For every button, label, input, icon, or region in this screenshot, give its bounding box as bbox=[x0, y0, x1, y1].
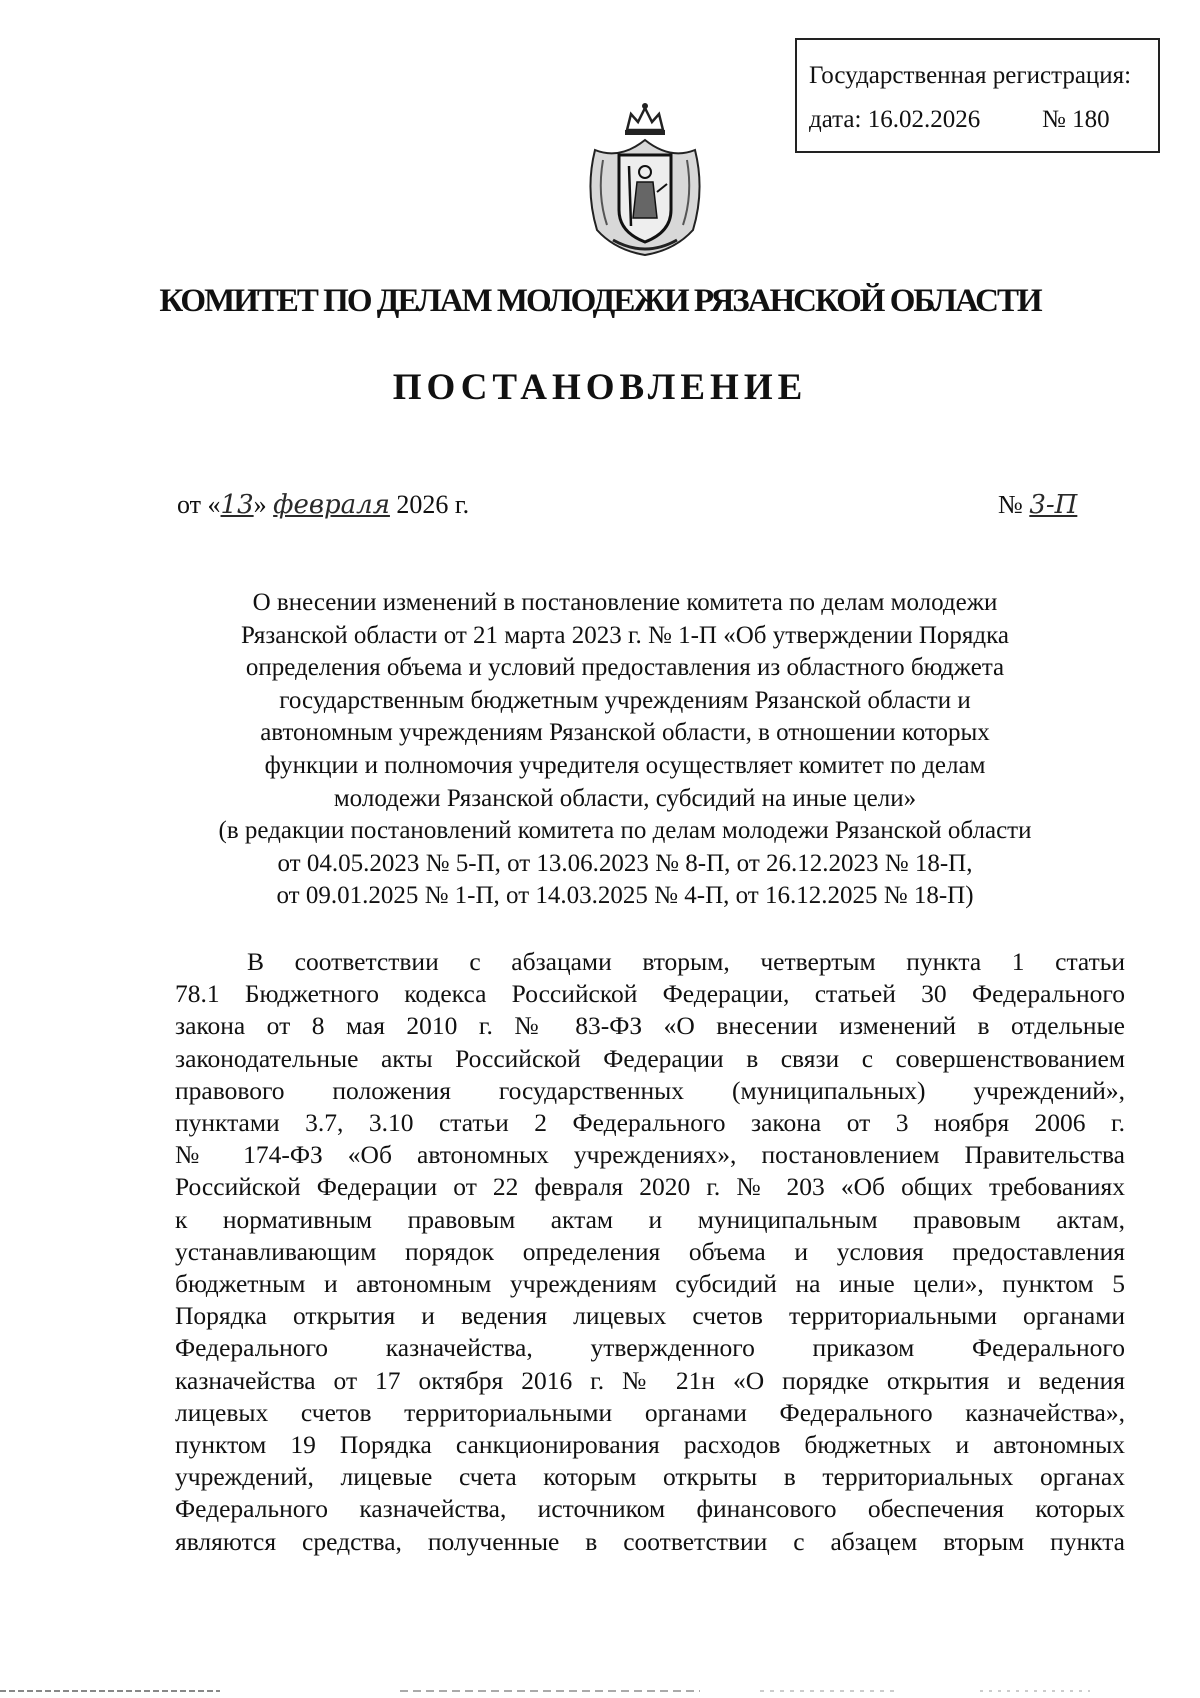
body-line: Российской Федерации от 22 февраля 2020 г. № 203 «Об общих требованиях bbox=[175, 1172, 1125, 1202]
registration-number: № 180 bbox=[1042, 106, 1110, 133]
number-prefix: № bbox=[998, 490, 1030, 519]
body-line: пунктами 3.7, 3.10 статьи 2 Федерального закона от 3 ноября 2006 г. bbox=[175, 1108, 1125, 1138]
committee-name: КОМИТЕТ ПО ДЕЛАМ МОЛОДЕЖИ РЯЗАНСКОЙ ОБЛАСТИ bbox=[159, 283, 1041, 319]
body-line: законодательные акты Российской Федерации в связи с совершенствованием bbox=[175, 1043, 1125, 1073]
date-prefix: от « bbox=[177, 490, 221, 519]
body-line: закона от 8 мая 2010 г. № 83-ФЗ «О внесении изменений в отдельные bbox=[175, 1011, 1125, 1041]
registration-date: дата: 16.02.2026 bbox=[809, 106, 981, 133]
body-line: правового положения государственных (муниципальных) учреждений», bbox=[175, 1075, 1125, 1105]
title-line: Рязанской области от 21 марта 2023 г. № 1-П «Об утверждении Порядка bbox=[240, 621, 1010, 649]
date-month-handwritten: февраля bbox=[273, 490, 390, 520]
body-line: Федерального казначейства, источником финансового обеспечения которых bbox=[175, 1494, 1125, 1524]
registration-title: Государственная регистрация: bbox=[809, 62, 1132, 89]
title-line: от 09.01.2025 № 1-П, от 14.03.2025 № 4-П, от 16.12.2025 № 18-П) bbox=[276, 882, 974, 910]
body-line: пунктом 19 Порядка санкционирования расходов бюджетных и автономных bbox=[175, 1430, 1125, 1460]
body-line: Порядка открытия и ведения лицевых счетов территориальными органами bbox=[175, 1301, 1125, 1331]
document-number bbox=[998, 490, 1077, 520]
body-line: учреждений, лицевые счета которым открыты в территориальных органах bbox=[175, 1462, 1125, 1492]
body-line: казначейства от 17 октября 2016 г. № 21н «О порядке открытия и ведения bbox=[175, 1365, 1125, 1395]
title-line: автономным учреждениям Рязанской области, в отношении которых bbox=[260, 719, 990, 747]
title-line: государственным бюджетным учреждениям Рязанской области и bbox=[279, 686, 971, 714]
body-line: устанавливающим порядок определения объема и условия предоставления bbox=[175, 1236, 1125, 1266]
number-handwritten: 3-П bbox=[1029, 490, 1078, 520]
document-type: ПОСТАНОВЛЕНИЕ bbox=[392, 367, 808, 408]
title-line: (в редакции постановлений комитета по делам молодежи Рязанской области bbox=[218, 817, 1032, 845]
body-line: 78.1 Бюджетного кодекса Российской Федерации, статьей 30 Федерального bbox=[175, 979, 1125, 1009]
title-line: молодежи Рязанской области, субсидий на иные цели» bbox=[333, 784, 917, 812]
body-line: лицевых счетов территориальными органами Федерального казначейства», bbox=[175, 1397, 1125, 1427]
body-line: бюджетным и автономным учреждениям субсидий на иные цели», пунктом 5 bbox=[175, 1269, 1125, 1299]
body-line: № 174-ФЗ «Об автономных учреждениях», постановлением Правительства bbox=[175, 1140, 1125, 1170]
body-line: к нормативным правовым актам и муниципальным правовым актам, bbox=[175, 1204, 1125, 1234]
body-line: В соответствии с абзацами вторым, четвертым пункта 1 статьи bbox=[247, 947, 1125, 976]
document-body bbox=[175, 946, 1125, 1558]
date-mid: » bbox=[253, 490, 274, 519]
registration-stamp bbox=[795, 38, 1160, 153]
date-year: 2026 г. bbox=[389, 490, 470, 519]
body-line: Федерального казначейства, утвержденного приказом Федерального bbox=[175, 1333, 1125, 1363]
document-title bbox=[150, 587, 1100, 913]
scan-edge-artifact bbox=[0, 1684, 1200, 1698]
title-line: определения объема и условий предоставления из областного бюджета bbox=[245, 654, 1005, 682]
title-line: О внесении изменений в постановление комитета по делам молодежи bbox=[252, 589, 998, 616]
date-day-handwritten: 13 bbox=[220, 490, 254, 520]
title-line: от 04.05.2023 № 5-П, от 13.06.2023 № 8-П, от 26.12.2023 № 18-П, bbox=[277, 849, 973, 877]
document-date bbox=[177, 490, 469, 520]
ryazan-coat-of-arms-icon bbox=[575, 100, 715, 260]
body-line: являются средства, полученные в соответствии с абзацем вторым пункта bbox=[175, 1526, 1125, 1556]
title-line: функции и полномочия учредителя осуществляет комитет по делам bbox=[264, 751, 986, 779]
